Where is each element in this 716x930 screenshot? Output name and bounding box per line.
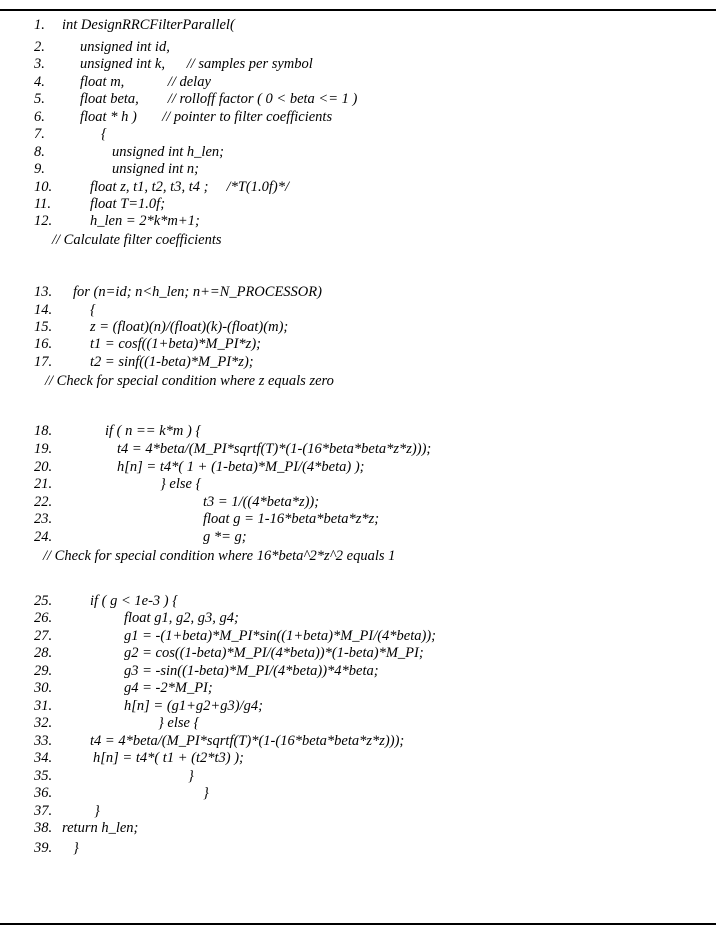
line-number: 10. (34, 179, 53, 195)
code-comment: // Calculate filter coefficients (52, 232, 222, 248)
code-text: unsigned int h_len; (112, 144, 224, 160)
code-text: h_len = 2*k*m+1; (90, 213, 200, 229)
code-text: } (94, 803, 100, 819)
code-text: float g1, g2, g3, g4; (124, 610, 239, 626)
code-text: unsigned int id, (80, 39, 170, 55)
code-text: } (188, 768, 194, 784)
line-number: 29. (34, 663, 53, 679)
line-number: 19. (34, 441, 53, 457)
code-text: float z, t1, t2, t3, t4 ; /*T(1.0f)*/ (90, 179, 289, 195)
line-number: 34. (34, 750, 53, 766)
line-number: 11. (34, 196, 52, 212)
line-number: 16. (34, 336, 53, 352)
code-text: g2 = cos((1-beta)*M_PI/(4*beta))*(1-beta)*M_PI; (124, 645, 424, 661)
code-text: } (203, 785, 209, 801)
code-text: unsigned int n; (112, 161, 199, 177)
line-number: 37. (34, 803, 53, 819)
code-text: { (90, 302, 96, 318)
code-text: float T=1.0f; (90, 196, 166, 212)
line-number: 24. (34, 529, 53, 545)
code-text: return h_len; (62, 820, 139, 836)
line-number: 17. (34, 354, 53, 370)
code-text: h[n] = t4*( 1 + (1-beta)*M_PI/(4*beta) ); (117, 459, 365, 475)
code-text: { (101, 126, 107, 142)
line-number: 32. (34, 715, 53, 731)
code-text: t4 = 4*beta/(M_PI*sqrtf(T)*(1-(16*beta*beta*z*z))); (117, 441, 432, 457)
line-number: 27. (34, 628, 53, 644)
code-text: float * h ) // pointer to filter coefficients (80, 109, 333, 125)
code-text: g3 = -sin((1-beta)*M_PI/(4*beta))*4*beta; (124, 663, 379, 679)
line-number: 8. (34, 144, 45, 160)
line-number: 1. (34, 17, 45, 33)
line-number: 30. (34, 680, 53, 696)
code-text: } (73, 840, 79, 856)
code-text: t2 = sinf((1-beta)*M_PI*z); (90, 354, 254, 370)
code-comment: // Check for special condition where z equals zero (45, 373, 334, 389)
line-number: 18. (34, 423, 53, 439)
bottom-rule (0, 923, 716, 925)
code-text: g *= g; (203, 529, 247, 545)
line-number: 31. (34, 698, 53, 714)
line-number: 6. (34, 109, 45, 125)
line-number: 22. (34, 494, 53, 510)
code-text: g1 = -(1+beta)*M_PI*sin((1+beta)*M_PI/(4*beta)); (124, 628, 437, 644)
line-number: 35. (34, 768, 53, 784)
line-number: 20. (34, 459, 53, 475)
line-number: 36. (34, 785, 53, 801)
code-text: } else { (160, 476, 202, 492)
code-text: t1 = cosf((1+beta)*M_PI*z); (90, 336, 261, 352)
code-text: float m, // delay (80, 74, 211, 90)
code-text: float g = 1-16*beta*beta*z*z; (203, 511, 380, 527)
line-number: 26. (34, 610, 53, 626)
code-comment: // Check for special condition where 16*beta^2*z^2 equals 1 (43, 548, 396, 564)
code-text: float beta, // rolloff factor ( 0 < beta <= 1 ) (80, 91, 358, 107)
line-number: 33. (34, 733, 53, 749)
code-text: unsigned int k, // samples per symbol (80, 56, 313, 72)
line-number: 23. (34, 511, 53, 527)
line-number: 2. (34, 39, 45, 55)
line-number: 13. (34, 284, 53, 300)
code-text: t3 = 1/((4*beta*z)); (203, 494, 320, 510)
code-text: h[n] = (g1+g2+g3)/g4; (124, 698, 263, 714)
line-number: 28. (34, 645, 53, 661)
code-text: int DesignRRCFilterParallel( (62, 17, 235, 33)
line-number: 9. (34, 161, 45, 177)
code-text: } else { (158, 715, 200, 731)
code-text: g4 = -2*M_PI; (124, 680, 213, 696)
line-number: 14. (34, 302, 53, 318)
line-number: 3. (34, 56, 45, 72)
line-number: 21. (34, 476, 53, 492)
code-text: for (n=id; n<h_len; n+=N_PROCESSOR) (73, 284, 322, 300)
code-text: h[n] = t4*( t1 + (t2*t3) ); (93, 750, 244, 766)
code-text: if ( n == k*m ) { (105, 423, 202, 439)
line-number: 7. (34, 126, 45, 142)
line-number: 15. (34, 319, 53, 335)
code-text: if ( g < 1e-3 ) { (90, 593, 179, 609)
line-number: 5. (34, 91, 45, 107)
code-text: z = (float)(n)/(float)(k)-(float)(m); (90, 319, 289, 335)
code-text: t4 = 4*beta/(M_PI*sqrtf(T)*(1-(16*beta*beta*z*z))); (90, 733, 405, 749)
line-number: 39. (34, 840, 53, 856)
line-number: 38. (34, 820, 53, 836)
line-number: 12. (34, 213, 53, 229)
top-rule (0, 9, 716, 11)
line-number: 4. (34, 74, 45, 90)
line-number: 25. (34, 593, 53, 609)
